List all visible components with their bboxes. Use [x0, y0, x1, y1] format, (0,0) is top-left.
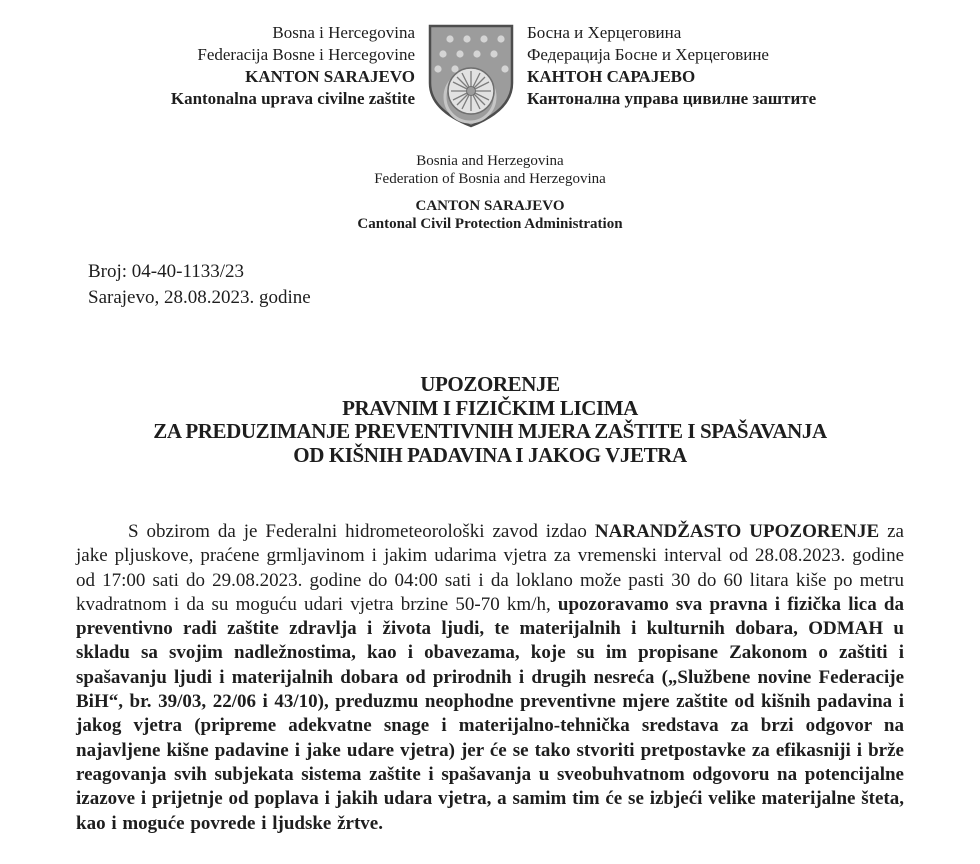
org-administration-line-cyrillic: Кантонална управа цивилне заштите [527, 89, 817, 108]
org-country-line-english: Bosnia and Herzegovina [416, 153, 564, 169]
org-country-line-cyrillic: Босна и Херцеговина [527, 23, 682, 42]
org-administration-line: Kantonalna uprava civilne zaštite [170, 89, 415, 108]
document-reference [88, 259, 980, 311]
header-latin-column [123, 22, 415, 110]
org-canton-line: KANTON SARAJEVO [245, 67, 415, 86]
org-federation-line: Federacija Bosne i Hercegovine [197, 45, 415, 64]
document-header [0, 0, 980, 129]
title-line-2: PRAVNIM I FIZIČKIM LICIMA [342, 395, 638, 420]
org-federation-line-cyrillic: Федерација Босне и Херцеговине [527, 45, 769, 64]
org-country-line: Bosna i Hercegovina [272, 23, 415, 42]
document-title [0, 373, 980, 467]
org-federation-line-english: Federation of Bosnia and Herzegovina [374, 171, 606, 187]
title-line-3: ZA PREDUZIMANJE PREVENTIVNIH MJERA ZAŠTITE I SPAŠAVANJA [153, 419, 827, 443]
reference-number: Broj: 04-40-1133/23 [88, 261, 245, 282]
canton-sarajevo-coat-of-arms-icon [426, 23, 516, 129]
reference-place-date: Sarajevo, 28.08.2023. godine [88, 287, 311, 308]
org-administration-line-english: Cantonal Civil Protection Administration [357, 216, 623, 232]
org-canton-line-english: CANTON SARAJEVO [415, 198, 565, 214]
header-cyrillic-column [527, 22, 857, 110]
header-english-block [0, 152, 980, 233]
org-canton-line-cyrillic: КАНТОН САРАЈЕВО [527, 67, 696, 86]
document-body-paragraph: S obzirom da je Federalni hidrometeorološki zavod izdao NARANDŽASTO UPOZORENJE za jake pljuskove, praćene grmljavinom i jakim udarima vjetra za vremenski interval od 28.08.2023. godine od 17:00 sati do 29.08.2023. godine do 04:00 sati i da loklano može pasti 30 do 60 litara kiše po metru kvadratnom i da su moguću udari vjetra brzine 50-70 km/h, upozoravamo sva pravna i fizička lica da preventivno radi zaštite zdravlja i života ljudi, te materijalnih i kulturnih dobara, ODMAH u skladu sa svojim nadležnostima, kao i obavezama, koje su im propisane Zakonom o zaštiti i spašavanju ljudi i materijalnih dobara od prirodnih i drugih nesreća („Službene novine Federacije BiH“, br. 39/03, 22/06 i 43/10), preduzmu neophodne preventivne mjere zaštite od kišnih padavina i jakog vjetra (pripreme adekvatne snage i materijalno-tehnička sredstava za brzi odgovor na najavljene kišne padavine i jake udare vjetra) jer će se tako stvoriti pretpostavke za efikasniji i brže reagovanja svih subjekata sistema zaštite i spašavanja u sveobuhvatnom odgovoru na potencijalne izazove i prijetnje od poplava i jakih udara vjetra, a samim tim će se izbjeći velike materijalne šteta, kao i moguće povrede i ljudske žrtve. [76, 521, 904, 834]
title-line-4: OD KIŠNIH PADAVINA I JAKOG VJETRA [293, 442, 687, 467]
title-line-1: UPOZORENJE [420, 372, 560, 396]
